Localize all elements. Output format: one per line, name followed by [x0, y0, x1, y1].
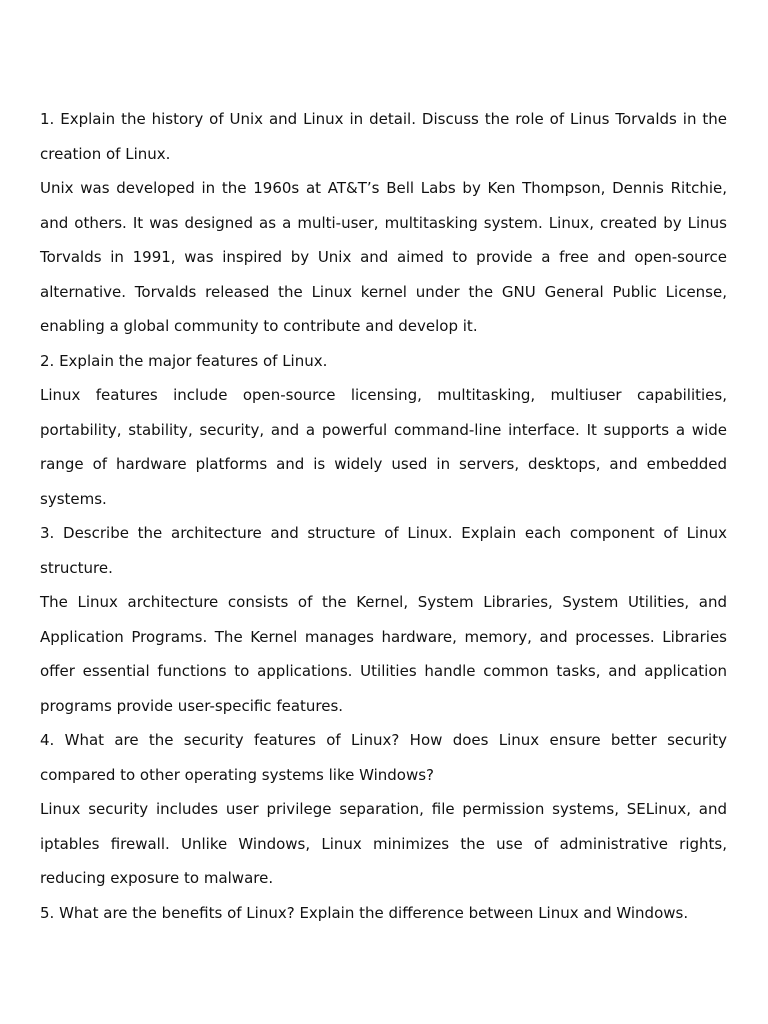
question-4: 4. What are the security features of Linux? How does Linux ensure better security compared to other operating systems like Windows?	[40, 731, 727, 784]
answer-1: Unix was developed in the 1960s at AT&T’s Bell Labs by Ken Thompson, Dennis Ritchie, and others. It was designed as a multi-user, multitasking system. Linux, created by Linus Torvalds in 1991, was inspired by Unix and aimed to provide a free and open-source alternative. Torvalds released the Linux kernel under the GNU General Public License, enabling a global community to contribute and develop it.	[40, 179, 727, 335]
question-3: 3. Describe the architecture and structure of Linux. Explain each component of Linux structure.	[40, 524, 727, 577]
answer-3: The Linux architecture consists of the Kernel, System Libraries, System Utilities, and Application Programs. The Kernel manages hardware, memory, and processes. Libraries offer essential functions to applications. Utilities handle common tasks, and application programs provide user-specific features.	[40, 593, 727, 715]
question-5: 5. What are the benefits of Linux? Explain the difference between Linux and Windows.	[40, 903, 689, 922]
question-1: 1. Explain the history of Unix and Linux in detail. Discuss the role of Linus Torvalds in the creation of Linux.	[40, 110, 727, 163]
document-page	[40, 102, 727, 930]
answer-2: Linux features include open-source licensing, multitasking, multiuser capabilities, portability, stability, security, and a powerful command-line interface. It supports a wide range of hardware platforms and is widely used in servers, desktops, and embedded systems.	[40, 386, 727, 508]
question-2: 2. Explain the major features of Linux.	[40, 351, 328, 370]
answer-4: Linux security includes user privilege separation, file permission systems, SELinux, and iptables firewall. Unlike Windows, Linux minimizes the use of administrative rights, reducing exposure to malware.	[40, 800, 727, 887]
